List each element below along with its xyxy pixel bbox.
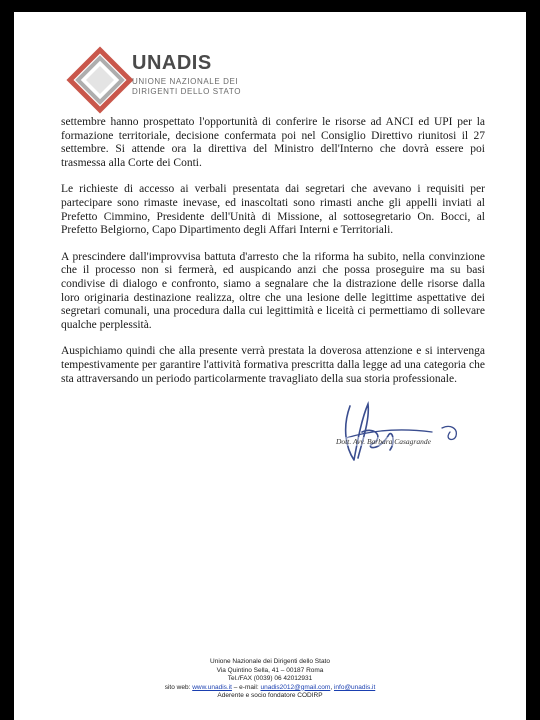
footer-contacts [14,684,526,693]
footer-org: Unione Nazionale dei Dirigenti dello Stato [210,658,330,665]
logo-subtitle-line2: DIRIGENTI DELLO STATO [132,87,242,96]
paragraph-1: settembre hanno prospettato l'opportunità di conferire le risorse ad ANCI ed UPI per la formazione territoriale, decisione confermata poi nel Consiglio Direttivo riunitosi il 27 settembre. Si attende ora la direttiva del Ministro dell'Interno che dovrà essere poi trasmessa alla Corte dei Conti. [61,116,485,169]
email-link-gmail[interactable]: unadis2012@gmail.com [260,683,331,691]
logo-subtitle-line1: UNIONE NAZIONALE DEI [132,77,239,86]
footer-member: Aderente e socio fondatore CODIRP [217,692,323,699]
paragraph-3: A prescindere dall'improvvisa battuta d'arresto che la riforma ha subito, nella convinzione che il processo non si fermerà, ed auspicando anzi che possa proseguire ma su basi condivise di dialogo e confronto, siamo a segnalare che la distrazione delle risorse dalla loro originaria destinazione realizza, oltre che una lesione delle legittime aspettative dei segretari comunali, una procedura dalla cui legittimità e liceità ci permettiamo di sollevare qualche perplessità. [61,250,485,331]
signatory-name: Dott. Avv. Barbara Casagrande [336,437,431,446]
logo-wordmark [132,52,241,97]
footer-address: Via Quintino Sella, 41 – 00187 Roma [216,666,324,674]
footer-phone: Tel./FAX (0039) 06 42012931 [227,675,313,682]
handwritten-signature-icon [332,398,482,468]
paragraph-4: Auspichiamo quindi che alla presente verrà prestata la doverosa attenzione e si intervenga tempestivamente per garantire l'attività formativa prescritta dalla legge ad una categoria che sta attraversando un periodo particolarmente travagliato della sua storia professionale. [61,345,485,385]
website-link[interactable]: www.unadis.it [192,683,232,691]
email-link-info[interactable]: info@unadis.it [333,683,376,691]
footer-email-sep: , [330,683,334,691]
paragraph-2: Le richieste di accesso ai verbali presentata dai segretari che avevano i requisiti per partecipare sono rimaste inevase, ed inascoltati sono rimasti anche gli appelli inviati al Prefetto Cimmino, Presidente dell'Unità di Missione, al sottosegretario On. Bocci, al Prefetto Belgiorno, Capo Dipartimento degli Affari Interni e Territoriali. [61,183,485,237]
letter-page [14,12,526,720]
logo-name: UNADIS [132,52,212,74]
footer-email-label: – e-mail: [231,683,261,691]
letter-footer [14,658,526,701]
footer-web-label: sito web: [164,683,193,691]
letter-body [61,116,485,399]
